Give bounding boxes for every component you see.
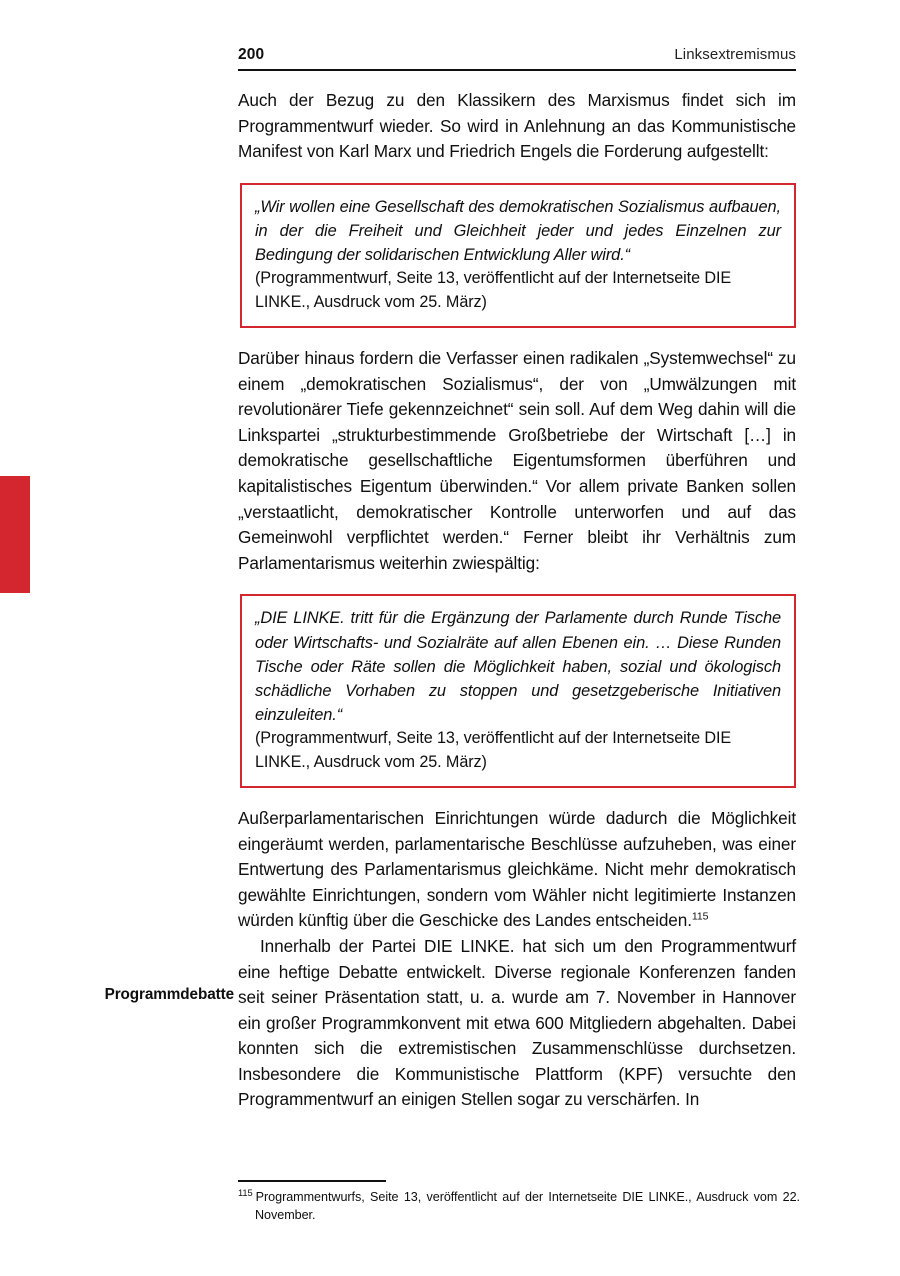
page-number: 200 (238, 46, 265, 63)
footnote-text: Programmentwurfs, Seite 13, veröffentlicht auf der Internetseite DIE LINKE., Ausdruck vom 22. November. (255, 1190, 800, 1222)
running-header (238, 46, 796, 71)
footnote-reference-115[interactable]: 115 (691, 910, 709, 923)
footnote-area (238, 1180, 800, 1224)
paragraph-1: Auch der Bezug zu den Klassikern des Marxismus findet sich im Programmentwurf wieder. So wird in Anlehnung an das Kommunistische Manifest von Karl Marx und Friedrich Engels die Forderung aufgestellt: (238, 90, 796, 162)
paragraph-4: Innerhalb der Partei DIE LINKE. hat sich um den Programmentwurf eine heftige Debatte entwickelt. Diverse regionale Konferenzen fanden seit seiner Präsentation statt, u. a. wurde am 7. November in Hannover ein großer Programmkonvent mit etwa 600 Mitgliedern abgehalten. Dabei konnten sich die extremistischen Zusammenschlüsse durchsetzen. Insbesondere die Kommunistische Plattform (KPF) versuchte den Programmentwurf an einigen Stellen sogar zu verschärfen. In (238, 935, 796, 1110)
text-column (238, 46, 796, 1113)
margin-note-label: Programmdebatte (104, 986, 234, 1003)
quote-box-2-source: (Programmentwurf, Seite 13, veröffentlicht auf der Internetseite DIE LINKE., Ausdruck vom 25. März) (255, 729, 732, 772)
quote-box-2-text: „DIE LINKE. tritt für die Ergänzung der Parlamente durch Runde Tische oder Wirtschafts- und Sozialräte auf allen Ebenen ein. … Diese Runden Tische oder Räte sollen die Möglichkeit haben, sozial und ökologisch schädliche Vorhaben zu stoppen und gesetzgeberische Initiativen einzuleiten.“ (255, 609, 781, 725)
paragraph-2: Darüber hinaus fordern die Verfasser einen radikalen „Systemwechsel“ zu einem „demokratischen Sozialismus“, der von „Umwälzungen mit revolutionärer Tiefe gekennzeichnet“ sein soll. Auf dem Weg dahin will die Linkspartei „strukturbestimmende Großbetriebe der Wirtschaft […] in demokratische gesellschaftliche Eigentumsformen überführen und kapitalistisches Eigentum überwinden.“ Vor allem private Banken sollen „verstaatlicht, demokratischer Kontrolle unterworfen und auf das Gemeinwohl verpflichtet werden.“ Ferner bleibt ihr Verhältnis zum Parlamentarismus weiterhin zwiespältig: (238, 347, 796, 573)
footnote-item (238, 1188, 800, 1224)
footnote-marker: 115 (238, 1187, 253, 1198)
footnote-separator-rule (238, 1180, 386, 1182)
running-title: Linksextremismus (674, 46, 796, 63)
quote-box-1 (240, 183, 796, 328)
margin-note-programmdebatte (62, 985, 234, 1005)
paragraph-3 (238, 806, 796, 934)
quote-box-1-source: (Programmentwurf, Seite 13, veröffentlicht auf der Internetseite DIE LINKE., Ausdruck vom 25. März) (255, 269, 732, 312)
paragraph-3-text: Außerparlamentarischen Einrichtungen würde dadurch die Möglichkeit eingeräumt werden, parlamentarische Beschlüsse aufzuheben, was einer Entwertung des Parlamentarismus gleichkäme. Nicht mehr demokratisch gewählte Einrichtungen, sondern vom Wähler nicht legitimierte Instanzen würden künftig über die Geschicke des Landes entscheiden. (238, 807, 796, 931)
chapter-color-tab (0, 476, 30, 593)
quote-box-2 (240, 594, 796, 788)
quote-box-1-text: „Wir wollen eine Gesellschaft des demokratischen Sozialismus aufbauen, in der die Freiheit und Gleichheit jeder und jedes Einzelnen zur Bedingung der solidarischen Entwicklung Aller wird.“ (255, 197, 781, 265)
